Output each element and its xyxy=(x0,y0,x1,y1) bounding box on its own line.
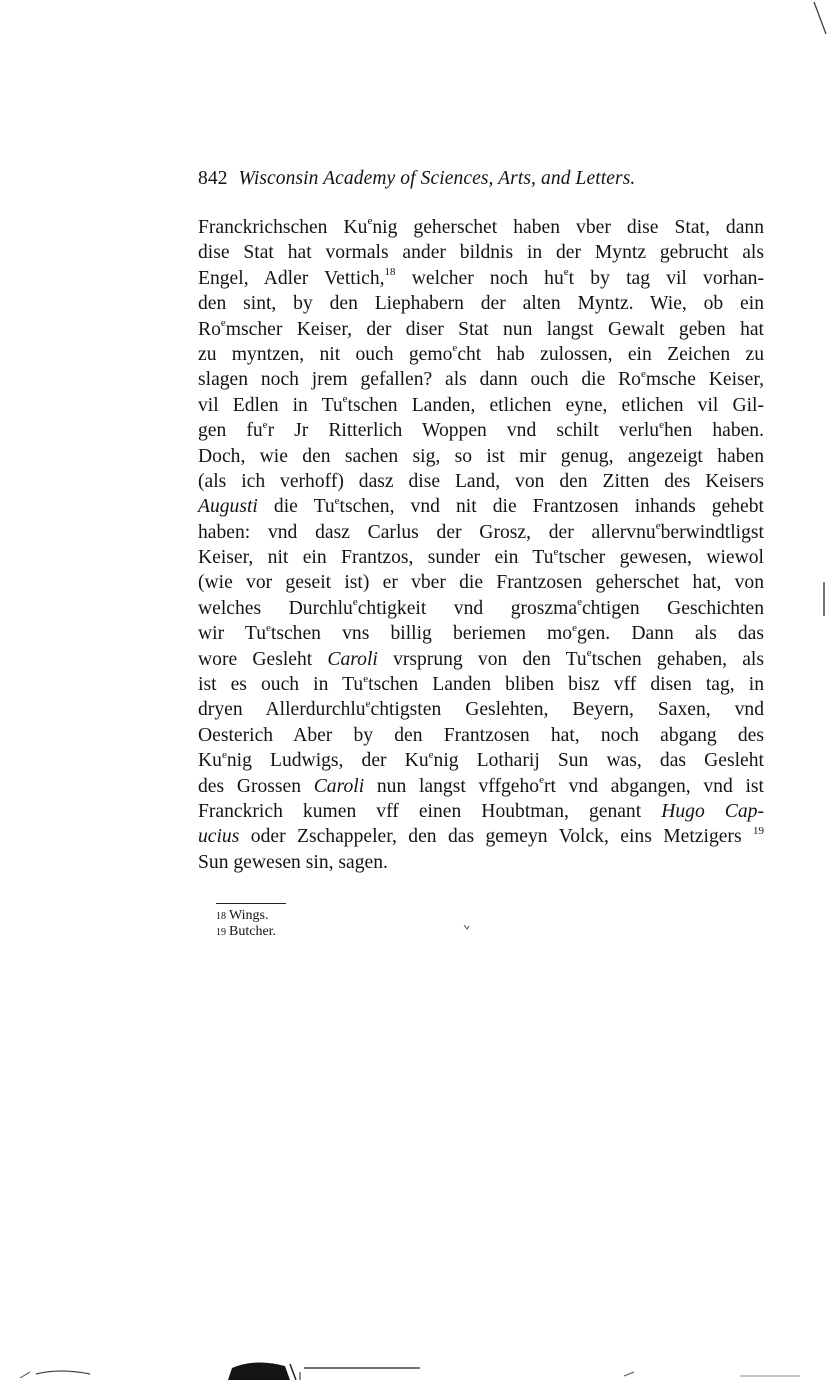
superscript: 19 xyxy=(753,824,764,837)
italic-text: ucius xyxy=(198,826,240,848)
text-run: Franckrichschen Ku xyxy=(198,217,368,238)
superscript: e xyxy=(428,748,434,761)
text-line xyxy=(198,444,764,469)
text-run: Engel, Adler Vettich, xyxy=(198,267,385,289)
superscript: e xyxy=(553,545,559,558)
text-run: gen. Dann als das xyxy=(577,623,764,645)
text-run: Sun gewesen sin, sagen. xyxy=(198,851,388,873)
italic-text: Augusti xyxy=(198,496,258,518)
text-line xyxy=(198,774,764,799)
text-run: dise Stat hat vormals ander bildnis in der Myntz gebrucht als xyxy=(198,242,764,264)
text-run: vil Edlen in Tu xyxy=(198,394,343,416)
text-run: die Tu xyxy=(257,496,335,518)
footnotes xyxy=(216,908,276,940)
superscript: e xyxy=(655,520,661,533)
text-run: Keiser, nit ein Frantzos, sunder ein Tu xyxy=(198,547,554,569)
text-run: (wie vor geseit ist) er vber die Frantzosen geherschet hat, von xyxy=(198,572,764,594)
text-run: chtigkeit vnd groszma xyxy=(357,597,578,619)
text-line xyxy=(198,291,764,316)
text-run: (als ich verhoff) dasz dise Land, von den Zitten des Keisers xyxy=(198,470,764,492)
superscript: e xyxy=(367,215,373,228)
text-run: berwindtligst xyxy=(660,521,764,543)
text-run: Doch, wie den sachen sig, so ist mir genug, angezeigt haben xyxy=(198,445,764,467)
text-run: tschen Landen bliben bisz vff disen tag, in xyxy=(368,674,764,696)
text-run: ist es ouch in Tu xyxy=(198,674,364,696)
superscript: e xyxy=(262,418,268,431)
text-run: oder Zschappeler, den das gemeyn Volck, eins Metzigers xyxy=(239,826,753,848)
footnote-mark: 19 xyxy=(216,927,226,938)
text-run: chtigen Geschichten xyxy=(581,597,764,619)
scan-bottom-edge xyxy=(0,1350,830,1380)
text-run: wore Gesleht xyxy=(198,648,328,670)
text-run: welcher noch hu xyxy=(395,267,564,289)
text-line xyxy=(198,799,764,824)
text-run: tscher gewesen, wiewol xyxy=(558,547,764,569)
text-line xyxy=(198,748,764,773)
text-run: nig Ludwigs, der Ku xyxy=(226,750,429,772)
superscript: e xyxy=(586,647,592,660)
text-run: vrsprung von den Tu xyxy=(377,648,587,670)
text-run: nig Lotharij Sun was, das Gesleht xyxy=(433,750,764,772)
superscript: e xyxy=(577,596,582,609)
text-run: nun langst vffgeho xyxy=(364,775,540,797)
body-text xyxy=(198,215,764,875)
superscript: e xyxy=(365,697,371,710)
running-head xyxy=(198,168,718,190)
text-run: tschen, vnd nit die Frantzosen inhands gehebt xyxy=(339,496,764,518)
superscript: e xyxy=(220,317,226,330)
text-line xyxy=(198,494,764,519)
superscript: 18 xyxy=(384,266,396,279)
text-run: Franckrich kumen vff einen Houbtman, genant xyxy=(198,800,662,822)
text-run: haben: vnd dasz Carlus der Grosz, der allervnu xyxy=(198,521,656,543)
text-run: msche Keiser, xyxy=(645,369,764,391)
text-run: welches Durchlu xyxy=(198,597,353,619)
text-run: wir Tu xyxy=(198,623,266,645)
italic-text: Caroli xyxy=(327,648,378,670)
text-run: tschen vns billig beriemen mo xyxy=(270,623,573,645)
text-line xyxy=(198,647,764,672)
text-run: cht hab zulossen, ein Zeichen zu xyxy=(457,343,765,365)
scan-dot-mark xyxy=(462,922,472,932)
superscript: e xyxy=(363,672,369,685)
text-line xyxy=(198,367,764,392)
text-line xyxy=(198,672,764,697)
scan-edge-mark-top-right xyxy=(812,0,830,40)
italic-text: Hugo Cap- xyxy=(661,800,764,822)
text-line xyxy=(198,215,764,240)
text-line xyxy=(198,570,764,595)
superscript: e xyxy=(539,774,544,787)
text-run: r Jr Ritterlich Woppen vnd schilt verlu xyxy=(267,420,660,442)
page-number: 842 xyxy=(198,168,228,189)
running-title: Wisconsin Academy of Sciences, Arts, and Letters. xyxy=(238,168,636,189)
superscript: e xyxy=(659,418,664,431)
text-run: t by tag vil vorhan- xyxy=(568,267,764,289)
superscript: e xyxy=(342,393,348,406)
text-line xyxy=(198,393,764,418)
text-line xyxy=(198,469,764,494)
text-run: rt vnd abgangen, vnd ist xyxy=(543,775,764,797)
text-run: Ku xyxy=(198,750,222,772)
text-run: Ro xyxy=(198,318,221,340)
text-run: chtigsten Geslehten, Beyern, Saxen, vnd xyxy=(370,699,764,721)
superscript: e xyxy=(334,494,340,507)
superscript: e xyxy=(563,266,569,279)
text-line xyxy=(198,266,764,291)
text-line xyxy=(198,317,764,342)
text-run: zu myntzen, nit ouch gemo xyxy=(198,343,453,365)
text-line xyxy=(198,342,764,367)
footnote-text: Wings. xyxy=(229,908,269,923)
text-line xyxy=(198,850,764,875)
text-run: tschen Landen, etlichen eyne, etlichen vil Gil- xyxy=(347,394,765,416)
text-line xyxy=(198,520,764,545)
text-line xyxy=(198,418,764,443)
superscript: e xyxy=(452,342,458,355)
text-line xyxy=(198,240,764,265)
text-run: slagen noch jrem gefallen? als dann ouch die Ro xyxy=(198,369,641,391)
text-line xyxy=(198,824,764,849)
text-run: den sint, by den Liephabern der alten Myntz. Wie, ob ein xyxy=(198,293,764,315)
text-run: hen haben. xyxy=(663,420,765,442)
footnote xyxy=(216,908,276,924)
text-line xyxy=(198,723,764,748)
text-run: des Grossen xyxy=(198,775,314,797)
footnote-mark: 18 xyxy=(216,911,226,922)
scan-edge-mark-right xyxy=(820,580,830,620)
text-run: nig geherschet haben vber dise Stat, dann xyxy=(372,217,764,238)
text-run: dryen Allerdurchlu xyxy=(198,699,366,721)
superscript: e xyxy=(266,621,271,634)
footnote-text: Butcher. xyxy=(229,924,277,939)
text-line xyxy=(198,545,764,570)
text-run: tschen gehaben, als xyxy=(591,648,764,670)
superscript: e xyxy=(640,367,646,380)
superscript: e xyxy=(572,621,577,634)
text-line xyxy=(198,621,764,646)
footnote-rule xyxy=(216,903,286,904)
text-line xyxy=(198,697,764,722)
superscript: e xyxy=(221,748,227,761)
italic-text: Caroli xyxy=(313,775,365,797)
superscript: e xyxy=(352,596,358,609)
footnote xyxy=(216,924,276,940)
text-run: mscher Keiser, der diser Stat nun langst Gewalt geben hat xyxy=(225,318,764,340)
text-run: Oesterich Aber by den Frantzosen hat, noch abgang des xyxy=(198,724,764,746)
text-run: gen fu xyxy=(198,420,263,442)
text-line xyxy=(198,596,764,621)
